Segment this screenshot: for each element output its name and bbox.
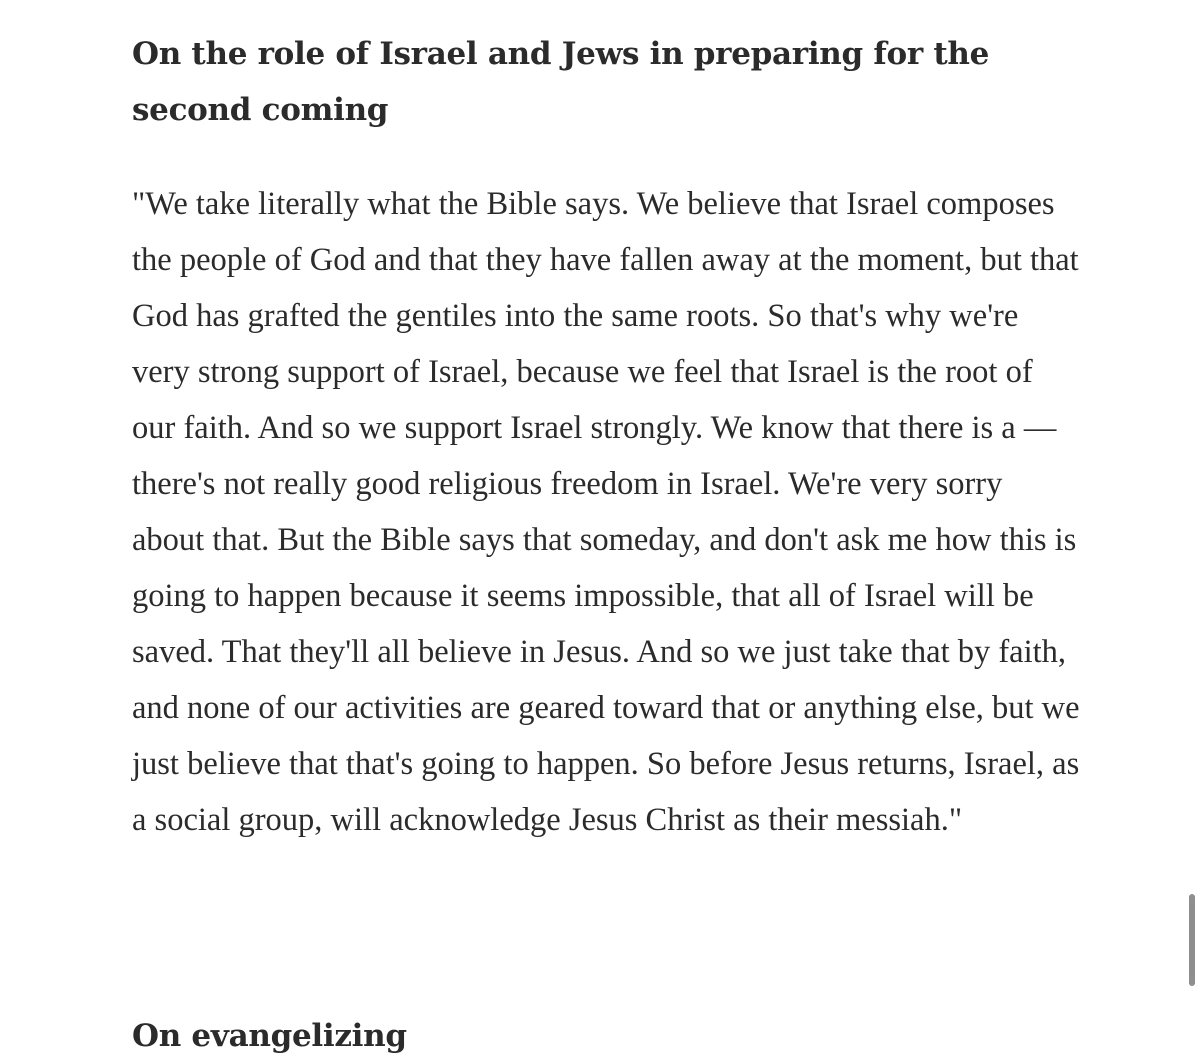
section-heading: On the role of Israel and Jews in preparing for the second coming (132, 36, 990, 128)
article-body (132, 26, 1082, 848)
next-section-heading: On evangelizing (132, 1018, 407, 1054)
quote-paragraph: "We take literally what the Bible says. We believe that Israel composes the people of God and that they have fallen away at the moment, but that God has grafted the gentiles into the same roots. So that's why we're very strong support of Israel, because we feel that Israel is the root of our faith. And so we support Israel strongly. We know that there is a — there's not really good religious freedom in Israel. We're very sorry about that. But the Bible says that someday, and don't ask me how this is going to happen because it seems impossible, that all of Israel will be saved. That they'll all believe in Jesus. And so we just take that by faith, and none of our activities are geared toward that or anything else, but we just believe that that's going to happen. So before Jesus returns, Israel, as a social group, will acknowledge Jesus Christ as their messiah." (132, 186, 1080, 838)
scrollbar-thumb[interactable] (1189, 894, 1195, 986)
